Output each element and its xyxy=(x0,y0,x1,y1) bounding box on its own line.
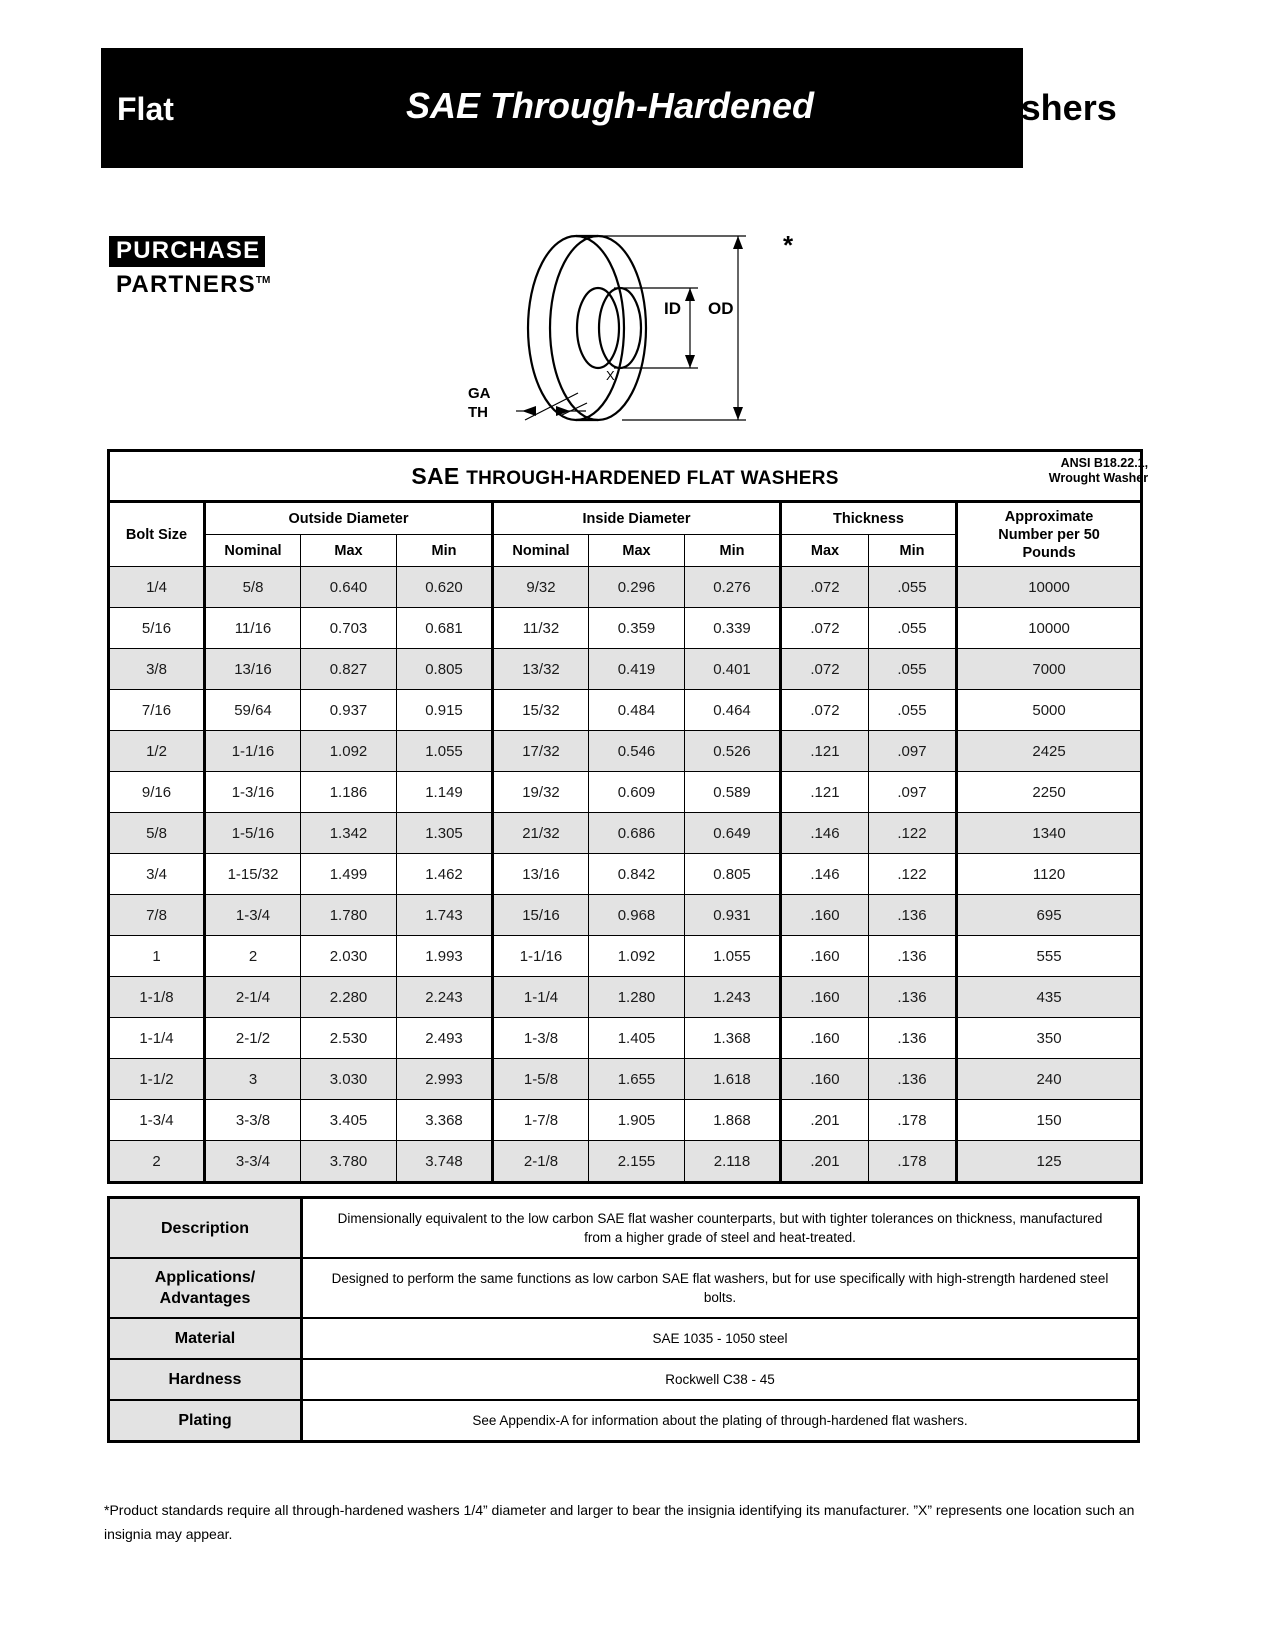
cell-bolt-size: 5/16 xyxy=(109,608,205,649)
cell-od-max: 0.937 xyxy=(301,690,397,731)
spec-label-line: Applications/ xyxy=(154,1269,256,1286)
cell-thickness-max: .160 xyxy=(781,1059,869,1100)
cell-id-nominal: 15/32 xyxy=(493,690,589,731)
table-group-header-row xyxy=(109,502,1142,535)
cell-id-nominal: 17/32 xyxy=(493,731,589,772)
cell-thickness-max: .072 xyxy=(781,649,869,690)
cell-od-nominal: 2-1/4 xyxy=(205,977,301,1018)
table-row xyxy=(109,1100,1142,1141)
cell-thickness-min: .055 xyxy=(869,690,957,731)
ga-label: GA xyxy=(468,385,491,402)
table-row xyxy=(109,1141,1142,1183)
ansi-line-1: ANSI B18.22.1, xyxy=(1060,456,1149,470)
table-row xyxy=(109,608,1142,649)
spec-label-line: Advantages xyxy=(159,1290,251,1307)
od-dimension-label: OD xyxy=(708,299,734,318)
cell-od-min: 2.243 xyxy=(397,977,493,1018)
cell-od-max: 2.280 xyxy=(301,977,397,1018)
cell-approx-per-50lb: 150 xyxy=(957,1100,1142,1141)
header-center-title: SAE Through-Hardened xyxy=(405,85,814,126)
purchase-partners-logo xyxy=(109,236,339,298)
cell-thickness-min: .136 xyxy=(869,1059,957,1100)
id-arrow-top xyxy=(685,288,695,301)
cell-thickness-max: .072 xyxy=(781,690,869,731)
cell-id-nominal: 1-3/8 xyxy=(493,1018,589,1059)
product-spec-table xyxy=(107,1196,1140,1443)
cell-bolt-size: 2 xyxy=(109,1141,205,1183)
cell-bolt-size: 3/4 xyxy=(109,854,205,895)
cell-approx-per-50lb: 2250 xyxy=(957,772,1142,813)
cell-thickness-max: .146 xyxy=(781,854,869,895)
spec-label-hardness xyxy=(109,1359,302,1400)
cell-id-max: 0.484 xyxy=(589,690,685,731)
cell-thickness-max: .146 xyxy=(781,813,869,854)
spec-label-description xyxy=(109,1198,302,1259)
cell-od-min: 2.493 xyxy=(397,1018,493,1059)
cell-thickness-max: .160 xyxy=(781,977,869,1018)
cell-approx-per-50lb: 10000 xyxy=(957,608,1142,649)
cell-bolt-size: 1-3/4 xyxy=(109,1100,205,1141)
cell-od-min: 3.748 xyxy=(397,1141,493,1183)
cell-approx-per-50lb: 5000 xyxy=(957,690,1142,731)
cell-id-min: 0.589 xyxy=(685,772,781,813)
spec-label-line: Description xyxy=(160,1219,249,1237)
spec-body-text: Designed to perform the same functions as low carbon SAE flat washers, but for use specifically with high-strength hardened steel bolts. xyxy=(302,1258,1139,1318)
subheader-od-nominal: Nominal xyxy=(205,535,301,567)
table-row xyxy=(109,567,1142,608)
column-group-outside-diameter: Outside Diameter xyxy=(205,502,493,535)
cell-id-nominal: 15/16 xyxy=(493,895,589,936)
table-title-rest: THROUGH-HARDENED FLAT WASHERS xyxy=(466,467,839,489)
subheader-thickness-min: Min xyxy=(869,535,957,567)
table-title-cell xyxy=(109,451,1149,502)
cell-bolt-size: 1/4 xyxy=(109,567,205,608)
cell-bolt-size: 1/2 xyxy=(109,731,205,772)
cell-od-min: 0.620 xyxy=(397,567,493,608)
table-title-row xyxy=(109,451,1142,502)
cell-od-min: 1.743 xyxy=(397,895,493,936)
cell-od-min: 1.993 xyxy=(397,936,493,977)
subheader-id-nominal: Nominal xyxy=(493,535,589,567)
cell-id-min: 0.805 xyxy=(685,854,781,895)
table-row xyxy=(109,1018,1142,1059)
cell-od-max: 0.703 xyxy=(301,608,397,649)
cell-id-min: 0.276 xyxy=(685,567,781,608)
header-right-word: Washers xyxy=(968,87,1117,128)
cell-od-max: 1.780 xyxy=(301,895,397,936)
cell-od-min: 2.993 xyxy=(397,1059,493,1100)
cell-od-max: 3.780 xyxy=(301,1141,397,1183)
ga-th-leader-line-2 xyxy=(562,403,587,415)
table-title-text xyxy=(411,463,838,490)
cell-id-max: 0.419 xyxy=(589,649,685,690)
x-insignia-label: X xyxy=(606,368,615,383)
cell-thickness-max: .121 xyxy=(781,731,869,772)
cell-id-max: 0.546 xyxy=(589,731,685,772)
cell-od-min: 0.681 xyxy=(397,608,493,649)
cell-id-min: 0.526 xyxy=(685,731,781,772)
spec-label-material xyxy=(109,1318,302,1359)
cell-od-nominal: 3-3/4 xyxy=(205,1141,301,1183)
ansi-standard-note xyxy=(1049,456,1148,486)
cell-od-nominal: 1-3/16 xyxy=(205,772,301,813)
column-header-bolt-size: Bolt Size xyxy=(109,502,205,567)
od-arrow-top xyxy=(733,236,743,249)
cell-od-nominal: 1-15/32 xyxy=(205,854,301,895)
cell-thickness-max: .201 xyxy=(781,1141,869,1183)
cell-id-max: 2.155 xyxy=(589,1141,685,1183)
logo-line-purchase: PURCHASE xyxy=(109,236,265,267)
cell-thickness-max: .160 xyxy=(781,1018,869,1059)
spec-body-text: SAE 1035 - 1050 steel xyxy=(302,1318,1139,1359)
cell-id-max: 0.842 xyxy=(589,854,685,895)
cell-thickness-min: .178 xyxy=(869,1100,957,1141)
cell-id-min: 0.401 xyxy=(685,649,781,690)
cell-id-nominal: 2-1/8 xyxy=(493,1141,589,1183)
table-title-sae: SAE xyxy=(411,462,460,489)
cell-id-max: 1.905 xyxy=(589,1100,685,1141)
cell-thickness-max: .160 xyxy=(781,895,869,936)
cell-thickness-min: .178 xyxy=(869,1141,957,1183)
th-label: TH xyxy=(468,404,488,421)
cell-thickness-max: .072 xyxy=(781,567,869,608)
cell-thickness-min: .097 xyxy=(869,772,957,813)
cell-thickness-min: .122 xyxy=(869,854,957,895)
washer-dimensions-table xyxy=(107,449,1149,1184)
cell-od-min: 0.805 xyxy=(397,649,493,690)
cell-od-nominal: 2-1/2 xyxy=(205,1018,301,1059)
ga-th-leader-line xyxy=(525,393,578,420)
table-row xyxy=(109,936,1142,977)
cell-od-nominal: 1-5/16 xyxy=(205,813,301,854)
approx-line-2: Number per 50 xyxy=(998,526,1100,543)
cell-od-nominal: 2 xyxy=(205,936,301,977)
cell-od-max: 3.405 xyxy=(301,1100,397,1141)
spec-body-text: Rockwell C38 - 45 xyxy=(302,1359,1139,1400)
cell-bolt-size: 3/8 xyxy=(109,649,205,690)
subheader-od-max: Max xyxy=(301,535,397,567)
cell-id-max: 1.280 xyxy=(589,977,685,1018)
cell-od-nominal: 5/8 xyxy=(205,567,301,608)
spec-row xyxy=(109,1258,1139,1318)
cell-approx-per-50lb: 125 xyxy=(957,1141,1142,1183)
spec-row xyxy=(109,1359,1139,1400)
cell-bolt-size: 9/16 xyxy=(109,772,205,813)
table-row xyxy=(109,977,1142,1018)
spec-body-text: See Appendix-A for information about the plating of through-hardened flat washers. xyxy=(302,1400,1139,1442)
spec-label-plating xyxy=(109,1400,302,1442)
product-spec-table-body xyxy=(109,1198,1139,1442)
cell-od-max: 2.030 xyxy=(301,936,397,977)
cell-id-max: 0.968 xyxy=(589,895,685,936)
spec-label-line: Material xyxy=(174,1330,236,1347)
cell-od-nominal: 3 xyxy=(205,1059,301,1100)
table-row xyxy=(109,649,1142,690)
cell-id-nominal: 13/32 xyxy=(493,649,589,690)
cell-od-min: 1.055 xyxy=(397,731,493,772)
spec-label-line: Plating xyxy=(178,1412,232,1429)
cell-thickness-min: .136 xyxy=(869,977,957,1018)
cell-id-min: 1.618 xyxy=(685,1059,781,1100)
ansi-line-2: Wrought Washer xyxy=(1048,471,1149,485)
cell-approx-per-50lb: 1340 xyxy=(957,813,1142,854)
spec-label-applications-advantages xyxy=(109,1258,302,1318)
cell-thickness-max: .160 xyxy=(781,936,869,977)
cell-od-nominal: 3-3/8 xyxy=(205,1100,301,1141)
cell-thickness-min: .122 xyxy=(869,813,957,854)
cell-od-min: 1.149 xyxy=(397,772,493,813)
subheader-od-min: Min xyxy=(397,535,493,567)
table-row xyxy=(109,772,1142,813)
cell-id-nominal: 13/16 xyxy=(493,854,589,895)
cell-bolt-size: 1-1/4 xyxy=(109,1018,205,1059)
cell-approx-per-50lb: 7000 xyxy=(957,649,1142,690)
column-group-thickness: Thickness xyxy=(781,502,957,535)
cell-thickness-min: .055 xyxy=(869,649,957,690)
cell-od-min: 0.915 xyxy=(397,690,493,731)
cell-id-min: 1.243 xyxy=(685,977,781,1018)
cell-thickness-min: .055 xyxy=(869,608,957,649)
cell-approx-per-50lb: 695 xyxy=(957,895,1142,936)
cell-id-max: 1.405 xyxy=(589,1018,685,1059)
cell-id-max: 0.686 xyxy=(589,813,685,854)
cell-bolt-size: 7/16 xyxy=(109,690,205,731)
spec-row xyxy=(109,1400,1139,1442)
cell-approx-per-50lb: 555 xyxy=(957,936,1142,977)
cell-id-max: 0.609 xyxy=(589,772,685,813)
spec-label-line: Hardness xyxy=(168,1371,242,1388)
approx-line-1: Approximate xyxy=(1004,508,1094,525)
cell-od-max: 0.640 xyxy=(301,567,397,608)
cell-id-nominal: 1-7/8 xyxy=(493,1100,589,1141)
cell-id-min: 0.649 xyxy=(685,813,781,854)
cell-id-nominal: 19/32 xyxy=(493,772,589,813)
cell-thickness-min: .136 xyxy=(869,1018,957,1059)
logo-partners-text: PARTNERS xyxy=(116,271,256,298)
product-spec-table-container xyxy=(107,1196,1140,1443)
subheader-id-min: Min xyxy=(685,535,781,567)
table-row xyxy=(109,854,1142,895)
footnote-text: *Product standards require all through-hardened washers 1/4” diameter and larger to bear the insignia identifying its manufacturer. ”X” represents one location such an insignia may appear. xyxy=(104,1502,1135,1542)
cell-id-nominal: 21/32 xyxy=(493,813,589,854)
cell-thickness-min: .136 xyxy=(869,895,957,936)
cell-od-max: 1.342 xyxy=(301,813,397,854)
subheader-thickness-max: Max xyxy=(781,535,869,567)
cell-bolt-size: 7/8 xyxy=(109,895,205,936)
id-dimension-label: ID xyxy=(664,299,681,318)
cell-id-min: 0.931 xyxy=(685,895,781,936)
page-header xyxy=(0,0,1275,200)
column-group-inside-diameter: Inside Diameter xyxy=(493,502,781,535)
cell-id-max: 0.296 xyxy=(589,567,685,608)
cell-thickness-min: .097 xyxy=(869,731,957,772)
cell-thickness-min: .136 xyxy=(869,936,957,977)
cell-id-max: 0.359 xyxy=(589,608,685,649)
cell-id-nominal: 1-1/4 xyxy=(493,977,589,1018)
approx-line-3: Pounds xyxy=(1022,544,1076,561)
cell-od-nominal: 1-3/4 xyxy=(205,895,301,936)
table-row xyxy=(109,813,1142,854)
cell-od-nominal: 13/16 xyxy=(205,649,301,690)
cell-od-max: 1.186 xyxy=(301,772,397,813)
washer-dimensions-table-body xyxy=(109,567,1142,1183)
cell-id-min: 1.368 xyxy=(685,1018,781,1059)
cell-od-max: 3.030 xyxy=(301,1059,397,1100)
cell-od-min: 1.305 xyxy=(397,813,493,854)
cell-approx-per-50lb: 240 xyxy=(957,1059,1142,1100)
washer-dimensions-table-container xyxy=(107,449,1149,1184)
cell-id-max: 1.655 xyxy=(589,1059,685,1100)
asterisk-marker: * xyxy=(783,230,794,260)
cell-approx-per-50lb: 10000 xyxy=(957,567,1142,608)
cell-bolt-size: 1-1/2 xyxy=(109,1059,205,1100)
spec-row xyxy=(109,1318,1139,1359)
cell-od-min: 1.462 xyxy=(397,854,493,895)
column-header-approx-number xyxy=(957,502,1142,567)
od-arrow-bottom xyxy=(733,407,743,420)
cell-id-min: 1.055 xyxy=(685,936,781,977)
spec-body-text: Dimensionally equivalent to the low carbon SAE flat washer counterparts, but with tighter tolerances on thickness, manufactured from a higher grade of steel and heat-treated. xyxy=(302,1198,1139,1259)
cell-thickness-max: .121 xyxy=(781,772,869,813)
table-row xyxy=(109,895,1142,936)
logo-line-partners xyxy=(109,267,270,298)
cell-thickness-min: .055 xyxy=(869,567,957,608)
spec-row xyxy=(109,1198,1139,1259)
cell-id-min: 0.464 xyxy=(685,690,781,731)
cell-approx-per-50lb: 1120 xyxy=(957,854,1142,895)
cell-id-nominal: 9/32 xyxy=(493,567,589,608)
cell-od-nominal: 1-1/16 xyxy=(205,731,301,772)
cell-bolt-size: 1-1/8 xyxy=(109,977,205,1018)
cell-od-max: 1.499 xyxy=(301,854,397,895)
cell-id-min: 2.118 xyxy=(685,1141,781,1183)
cell-approx-per-50lb: 435 xyxy=(957,977,1142,1018)
cell-thickness-max: .201 xyxy=(781,1100,869,1141)
table-row xyxy=(109,1059,1142,1100)
id-arrow-bottom xyxy=(685,355,695,368)
cell-thickness-max: .072 xyxy=(781,608,869,649)
cell-od-max: 2.530 xyxy=(301,1018,397,1059)
cell-id-min: 0.339 xyxy=(685,608,781,649)
table-row xyxy=(109,731,1142,772)
cell-od-max: 1.092 xyxy=(301,731,397,772)
cell-id-max: 1.092 xyxy=(589,936,685,977)
cell-bolt-size: 5/8 xyxy=(109,813,205,854)
cell-id-nominal: 1-1/16 xyxy=(493,936,589,977)
cell-od-min: 3.368 xyxy=(397,1100,493,1141)
cell-approx-per-50lb: 2425 xyxy=(957,731,1142,772)
cell-approx-per-50lb: 350 xyxy=(957,1018,1142,1059)
subheader-id-max: Max xyxy=(589,535,685,567)
cell-od-nominal: 59/64 xyxy=(205,690,301,731)
cell-id-nominal: 1-5/8 xyxy=(493,1059,589,1100)
logo-tm-mark: TM xyxy=(255,275,271,286)
cell-id-nominal: 11/32 xyxy=(493,608,589,649)
table-row xyxy=(109,690,1142,731)
cell-bolt-size: 1 xyxy=(109,936,205,977)
cell-od-max: 0.827 xyxy=(301,649,397,690)
cell-od-nominal: 11/16 xyxy=(205,608,301,649)
header-left-word: Flat xyxy=(117,91,174,127)
cell-id-min: 1.868 xyxy=(685,1100,781,1141)
